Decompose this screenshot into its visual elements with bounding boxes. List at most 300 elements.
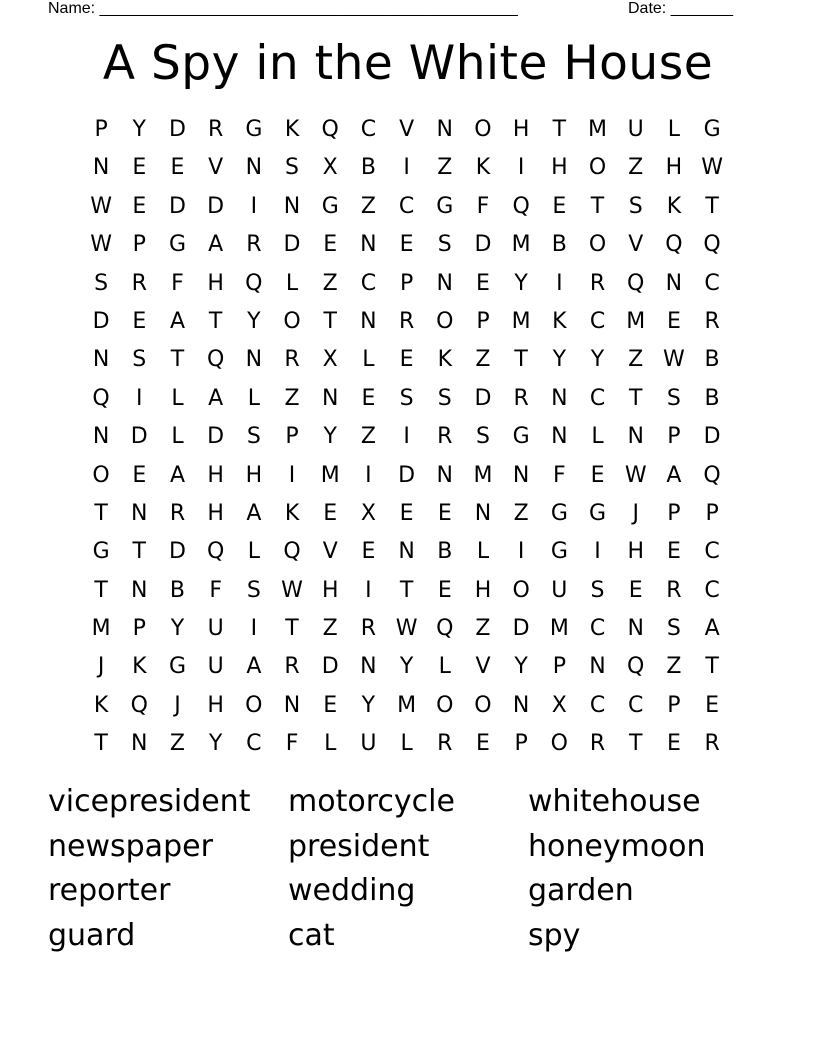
grid-cell: Y bbox=[323, 424, 337, 450]
grid-cell: M bbox=[626, 308, 646, 334]
grid-cell: D bbox=[207, 193, 225, 219]
grid-cell: Z bbox=[628, 347, 644, 373]
grid-row bbox=[82, 457, 732, 495]
grid-cell: T bbox=[628, 731, 643, 757]
grid-row bbox=[82, 533, 732, 571]
grid-cell: N bbox=[436, 117, 454, 142]
grid-cell: G bbox=[512, 424, 530, 450]
grid-cell: A bbox=[246, 654, 262, 680]
grid-cell: O bbox=[245, 692, 263, 718]
grid-cell: F bbox=[209, 577, 222, 603]
grid-cell: N bbox=[92, 424, 110, 450]
grid-cell: E bbox=[170, 155, 185, 181]
grid-cell: A bbox=[208, 385, 224, 411]
grid-cell: W bbox=[90, 193, 112, 219]
grid-cell: R bbox=[704, 731, 720, 757]
grid-cell: P bbox=[94, 117, 108, 142]
grid-cell: N bbox=[131, 500, 148, 526]
grid-cell: D bbox=[207, 424, 225, 450]
grid-cell: Z bbox=[475, 616, 491, 642]
grid-cell: N bbox=[92, 155, 110, 181]
grid-cell: K bbox=[284, 500, 300, 526]
grid-cell: R bbox=[284, 654, 300, 680]
grid-cell: E bbox=[437, 500, 452, 526]
grid-cell: W bbox=[624, 462, 647, 488]
grid-cell: N bbox=[360, 232, 377, 258]
grid-cell: H bbox=[551, 155, 568, 181]
grid-cell: A bbox=[208, 232, 224, 258]
grid-cell: R bbox=[360, 616, 377, 642]
grid-cell: N bbox=[131, 577, 148, 603]
grid-cell: I bbox=[517, 155, 525, 181]
grid-cell: T bbox=[399, 577, 414, 603]
word-list-item: motorcycle bbox=[288, 784, 455, 819]
grid-cell: G bbox=[321, 193, 339, 219]
grid-cell: O bbox=[550, 731, 568, 757]
grid-cell: V bbox=[399, 117, 415, 142]
grid-cell: S bbox=[475, 424, 490, 450]
grid-cell: D bbox=[283, 232, 301, 258]
grid-cell: N bbox=[665, 270, 683, 296]
grid-cell: O bbox=[588, 232, 607, 258]
grid-cell: G bbox=[168, 654, 186, 680]
word-list-item: honeymoon bbox=[528, 828, 706, 864]
grid-cell: K bbox=[552, 308, 567, 334]
grid-cell: N bbox=[245, 155, 263, 181]
grid-cell: B bbox=[704, 385, 720, 411]
grid-cell: P bbox=[667, 692, 681, 718]
grid-cell: R bbox=[169, 500, 186, 526]
grid-cell: S bbox=[246, 577, 261, 603]
grid-cell: T bbox=[323, 308, 337, 334]
grid-cell: D bbox=[92, 308, 110, 334]
grid-cell: E bbox=[361, 385, 376, 411]
grid-cell: O bbox=[92, 462, 110, 488]
grid-cell: T bbox=[94, 500, 108, 526]
grid-cell: C bbox=[360, 117, 377, 142]
grid-row bbox=[82, 265, 732, 303]
grid-cell: P bbox=[285, 424, 299, 450]
grid-cell: K bbox=[284, 117, 300, 142]
word-list-item: wedding bbox=[288, 873, 416, 909]
grid-cell: Q bbox=[665, 232, 683, 258]
grid-cell: T bbox=[628, 385, 643, 411]
grid-cell: B bbox=[551, 232, 567, 258]
grid-cell: N bbox=[436, 462, 454, 488]
grid-cell: Q bbox=[627, 654, 645, 680]
grid-cell: Q bbox=[206, 347, 225, 373]
grid-cell: T bbox=[285, 616, 299, 642]
grid-cell: I bbox=[594, 539, 601, 565]
grid-cell: U bbox=[627, 117, 644, 142]
grid-cell: V bbox=[322, 539, 338, 565]
grid-cell: V bbox=[208, 155, 224, 181]
grid-cell: S bbox=[246, 424, 261, 450]
grid-cell: G bbox=[589, 500, 607, 526]
grid-cell: W bbox=[281, 577, 303, 603]
grid-cell: K bbox=[666, 193, 682, 219]
grid-cell: L bbox=[591, 424, 604, 450]
word-list-item: guard bbox=[48, 917, 136, 953]
grid-cell: Z bbox=[360, 193, 376, 219]
grid-cell: P bbox=[399, 270, 414, 296]
grid-cell: E bbox=[323, 232, 338, 258]
grid-cell: E bbox=[590, 462, 605, 488]
grid-cell: H bbox=[627, 539, 644, 565]
word-list bbox=[48, 780, 768, 958]
grid-cell: E bbox=[399, 500, 414, 526]
grid-cell: H bbox=[321, 577, 339, 603]
grid-cell: D bbox=[474, 232, 492, 258]
grid-cell: M bbox=[91, 616, 111, 642]
grid-cell: Z bbox=[513, 500, 529, 526]
grid-cell: N bbox=[436, 270, 454, 296]
grid-cell: O bbox=[283, 308, 301, 334]
grid-cell: Z bbox=[628, 155, 644, 181]
grid-cell: I bbox=[250, 193, 258, 219]
grid-cell: H bbox=[207, 270, 224, 296]
grid-row bbox=[82, 495, 732, 533]
grid-cell: H bbox=[474, 577, 492, 603]
grid-cell: K bbox=[475, 155, 491, 181]
grid-cell: G bbox=[550, 500, 568, 526]
grid-cell: F bbox=[476, 193, 490, 219]
grid-cell: G bbox=[168, 232, 186, 258]
grid-cell: G bbox=[550, 539, 568, 565]
grid-cell: F bbox=[553, 462, 566, 488]
grid-cell: M bbox=[320, 462, 340, 488]
grid-cell: K bbox=[132, 654, 147, 680]
name-field-label: Name: _______________________________________________ bbox=[48, 0, 518, 17]
grid-row bbox=[82, 418, 732, 456]
grid-cell: L bbox=[171, 385, 184, 411]
grid-cell: N bbox=[512, 462, 530, 488]
grid-cell: O bbox=[436, 692, 454, 718]
grid-cell: U bbox=[207, 654, 224, 680]
grid-cell: A bbox=[169, 462, 185, 488]
grid-cell: B bbox=[437, 539, 453, 565]
grid-cell: D bbox=[474, 385, 492, 411]
grid-cell: D bbox=[703, 424, 721, 450]
grid-cell: T bbox=[94, 577, 108, 603]
grid-cell: D bbox=[398, 462, 416, 488]
grid-cell: N bbox=[474, 500, 492, 526]
grid-cell: T bbox=[590, 193, 605, 219]
grid-cell: F bbox=[171, 270, 184, 296]
grid-cell: R bbox=[437, 424, 453, 450]
grid-cell: S bbox=[437, 232, 452, 258]
grid-cell: D bbox=[168, 539, 186, 565]
grid-cell: H bbox=[665, 155, 683, 181]
word-list-item: spy bbox=[528, 917, 581, 953]
grid-cell: T bbox=[170, 347, 185, 373]
grid-row bbox=[82, 648, 732, 686]
grid-cell: S bbox=[132, 347, 147, 373]
grid-cell: N bbox=[283, 193, 301, 219]
word-list-item: whitehouse bbox=[528, 784, 701, 819]
grid-cell: Y bbox=[590, 347, 605, 373]
grid-cell: H bbox=[512, 117, 530, 142]
grid-cell: W bbox=[90, 232, 112, 258]
grid-cell: W bbox=[701, 155, 723, 181]
grid-cell: C bbox=[704, 577, 720, 603]
grid-cell: E bbox=[705, 692, 720, 718]
grid-cell: K bbox=[437, 347, 452, 373]
word-list-item: reporter bbox=[48, 873, 171, 909]
grid-cell: R bbox=[589, 270, 606, 296]
grid-cell: O bbox=[588, 155, 607, 181]
word-list-item: president bbox=[288, 828, 430, 864]
grid-cell: J bbox=[632, 500, 639, 526]
grid-cell: Q bbox=[206, 539, 225, 565]
grid-cell: L bbox=[247, 539, 260, 565]
grid-cell: M bbox=[511, 308, 531, 334]
grid-cell: S bbox=[399, 385, 414, 411]
word-list-item: cat bbox=[288, 917, 335, 953]
grid-cell: Y bbox=[361, 692, 376, 718]
grid-cell: C bbox=[589, 692, 606, 718]
grid-cell: Q bbox=[130, 692, 148, 718]
grid-cell: C bbox=[246, 731, 262, 757]
grid-cell: P bbox=[667, 500, 681, 526]
page-title: A Spy in the White House bbox=[102, 36, 714, 91]
grid-cell: E bbox=[476, 731, 490, 757]
grid-row bbox=[82, 111, 732, 149]
grid-cell: T bbox=[552, 117, 567, 142]
grid-cell: E bbox=[132, 462, 147, 488]
grid-cell: D bbox=[512, 616, 530, 642]
grid-cell: Z bbox=[284, 385, 300, 411]
grid-cell: M bbox=[588, 117, 608, 142]
grid-cell: S bbox=[666, 385, 681, 411]
grid-cell: N bbox=[627, 616, 644, 642]
grid-cell: H bbox=[245, 462, 263, 488]
grid-cell: A bbox=[246, 500, 262, 526]
grid-cell: N bbox=[551, 385, 568, 411]
grid-cell: Y bbox=[132, 117, 146, 142]
word-list-item: garden bbox=[528, 873, 634, 909]
grid-cell: N bbox=[283, 692, 301, 718]
grid-cell: E bbox=[437, 577, 452, 603]
grid-cell: Z bbox=[322, 270, 338, 296]
grid-cell: P bbox=[476, 308, 490, 334]
grid-cell: C bbox=[398, 193, 415, 219]
grid-cell: T bbox=[132, 539, 146, 565]
grid-cell: Q bbox=[92, 385, 110, 411]
grid-cell: R bbox=[589, 731, 606, 757]
grid-cell: N bbox=[627, 424, 644, 450]
word-list-item: vicepresident bbox=[48, 784, 251, 819]
grid-cell: I bbox=[556, 270, 563, 296]
grid-cell: T bbox=[208, 308, 223, 334]
grid-cell: H bbox=[207, 692, 224, 718]
date-field-label: Date: _______ bbox=[628, 0, 733, 17]
grid-cell: M bbox=[511, 232, 531, 258]
grid-cell: G bbox=[436, 193, 454, 219]
grid-cell: Q bbox=[436, 616, 454, 642]
grid-cell: X bbox=[551, 692, 567, 718]
grid-cell: V bbox=[475, 654, 491, 680]
grid-cell: C bbox=[704, 270, 720, 296]
grid-cell: N bbox=[321, 385, 339, 411]
grid-cell: N bbox=[245, 347, 263, 373]
grid-cell: R bbox=[666, 577, 682, 603]
grid-cell: E bbox=[476, 270, 490, 296]
grid-cell: T bbox=[705, 654, 719, 680]
grid-cell: T bbox=[514, 347, 528, 373]
grid-cell: E bbox=[323, 692, 338, 718]
grid-cell: H bbox=[207, 462, 224, 488]
grid-cell: L bbox=[285, 270, 299, 296]
grid-cell: Z bbox=[169, 731, 185, 757]
grid-cell: V bbox=[628, 232, 644, 258]
grid-cell: W bbox=[663, 347, 685, 373]
grid-row bbox=[82, 303, 732, 341]
grid-cell: E bbox=[552, 193, 567, 219]
grid-cell: I bbox=[365, 462, 372, 488]
grid-cell: E bbox=[666, 539, 681, 565]
grid-cell: N bbox=[551, 424, 568, 450]
grid-cell: Q bbox=[512, 193, 530, 219]
grid-cell: N bbox=[398, 539, 415, 565]
grid-cell: X bbox=[360, 500, 376, 526]
grid-cell: M bbox=[397, 692, 417, 718]
grid-cell: D bbox=[321, 654, 339, 680]
grid-cell: X bbox=[322, 347, 338, 373]
grid-cell: Y bbox=[247, 308, 261, 334]
grid-cell: Q bbox=[245, 270, 263, 296]
grid-cell: I bbox=[250, 616, 258, 642]
grid-cell: S bbox=[666, 616, 681, 642]
grid-cell: C bbox=[589, 308, 606, 334]
grid-cell: D bbox=[130, 424, 148, 450]
grid-cell: R bbox=[131, 270, 147, 296]
grid-cell: L bbox=[476, 539, 490, 565]
grid-row bbox=[82, 226, 732, 264]
grid-cell: Y bbox=[514, 654, 528, 680]
grid-cell: R bbox=[704, 308, 720, 334]
grid-cell: C bbox=[628, 692, 644, 718]
grid-row bbox=[82, 725, 732, 763]
grid-cell: I bbox=[403, 424, 410, 450]
grid-cell: M bbox=[549, 616, 569, 642]
grid-cell: I bbox=[136, 385, 143, 411]
grid-cell: L bbox=[171, 424, 184, 450]
grid-cell: G bbox=[92, 539, 110, 565]
grid-cell: E bbox=[628, 577, 643, 603]
grid-cell: T bbox=[705, 193, 719, 219]
grid-cell: H bbox=[207, 500, 224, 526]
grid-row bbox=[82, 572, 732, 610]
grid-cell: Y bbox=[399, 654, 414, 680]
grid-cell: I bbox=[403, 155, 410, 181]
grid-cell: A bbox=[704, 616, 720, 642]
grid-cell: Q bbox=[283, 539, 301, 565]
grid-cell: X bbox=[322, 155, 338, 181]
grid-cell: C bbox=[589, 385, 606, 411]
grid-cell: N bbox=[360, 308, 377, 334]
grid-cell: S bbox=[437, 385, 452, 411]
grid-cell: L bbox=[400, 731, 413, 757]
grid-cell: N bbox=[92, 347, 110, 373]
grid-cell: S bbox=[94, 270, 109, 296]
grid-row bbox=[82, 687, 732, 725]
grid-cell: I bbox=[517, 539, 525, 565]
word-list-item: newspaper bbox=[48, 828, 213, 864]
grid-cell: P bbox=[514, 731, 528, 757]
grid-cell: U bbox=[207, 616, 224, 642]
grid-cell: N bbox=[512, 692, 530, 718]
grid-cell: Y bbox=[514, 270, 528, 296]
grid-cell: E bbox=[666, 731, 681, 757]
grid-cell: E bbox=[666, 308, 681, 334]
grid-cell: G bbox=[245, 117, 263, 142]
letter-grid bbox=[82, 111, 732, 764]
grid-cell: D bbox=[168, 117, 186, 142]
grid-cell: Q bbox=[703, 462, 721, 488]
grid-cell: E bbox=[132, 308, 147, 334]
grid-cell: P bbox=[667, 424, 681, 450]
grid-cell: J bbox=[97, 654, 105, 680]
grid-cell: Q bbox=[627, 270, 645, 296]
grid-cell: O bbox=[474, 117, 492, 142]
grid-cell: O bbox=[512, 577, 530, 603]
grid-cell: C bbox=[589, 616, 606, 642]
grid-cell: Y bbox=[552, 347, 567, 373]
grid-cell: R bbox=[208, 117, 224, 142]
grid-cell: L bbox=[667, 117, 681, 142]
grid-cell: L bbox=[324, 731, 337, 757]
grid-cell: U bbox=[551, 577, 568, 603]
grid-cell: E bbox=[399, 232, 414, 258]
grid-cell: L bbox=[362, 347, 375, 373]
grid-cell: U bbox=[360, 731, 377, 757]
grid-cell: P bbox=[132, 232, 146, 258]
grid-cell: Z bbox=[360, 424, 376, 450]
grid-cell: D bbox=[168, 193, 186, 219]
grid-cell: L bbox=[438, 654, 451, 680]
grid-cell: A bbox=[666, 462, 682, 488]
grid-cell: N bbox=[589, 654, 606, 680]
header-line bbox=[48, 0, 748, 20]
grid-cell: M bbox=[473, 462, 493, 488]
grid-cell: E bbox=[361, 539, 376, 565]
grid-cell: R bbox=[398, 308, 415, 334]
grid-cell: Z bbox=[437, 155, 453, 181]
grid-cell: C bbox=[360, 270, 377, 296]
grid-cell: B bbox=[169, 577, 186, 603]
grid-row bbox=[82, 188, 732, 226]
grid-cell: G bbox=[703, 117, 721, 142]
grid-cell: S bbox=[285, 155, 300, 181]
grid-cell: Z bbox=[322, 616, 338, 642]
grid-row bbox=[82, 341, 732, 379]
grid-cell: K bbox=[93, 692, 109, 718]
grid-cell: J bbox=[174, 692, 181, 718]
grid-cell: N bbox=[360, 654, 377, 680]
grid-row bbox=[82, 380, 732, 418]
grid-cell: P bbox=[552, 654, 566, 680]
grid-cell: E bbox=[399, 347, 414, 373]
grid-cell: T bbox=[94, 731, 108, 757]
grid-cell: Y bbox=[170, 616, 185, 642]
grid-cell: I bbox=[288, 462, 296, 488]
grid-cell: W bbox=[395, 616, 418, 642]
grid-cell: E bbox=[132, 193, 147, 219]
grid-cell: E bbox=[132, 155, 147, 181]
grid-cell: R bbox=[513, 385, 529, 411]
grid-cell: S bbox=[590, 577, 605, 603]
